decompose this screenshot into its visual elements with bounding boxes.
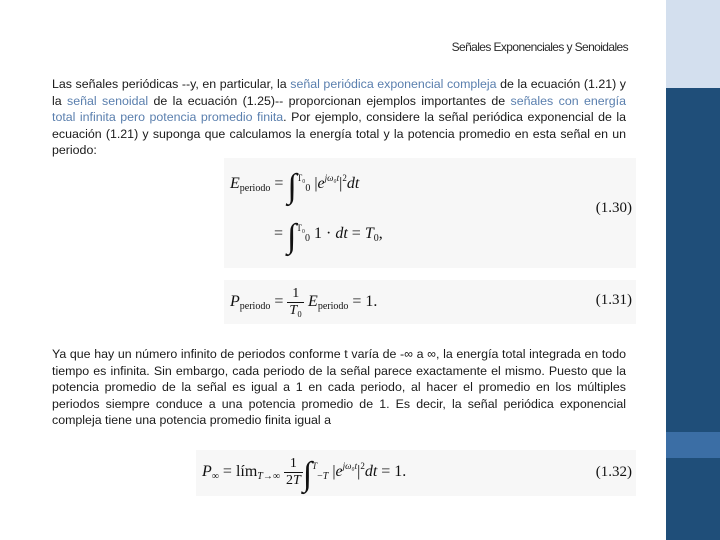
paragraph-intro	[52, 76, 626, 159]
equation-1-30-line-1: $E_{periodo} = \int^{T_0}_0$ $|e^{j\omega_0t}|^2dt$	[230, 168, 360, 205]
paragraph-intro-text-4: . Por ejemplo, considere la señal periódica exponencial de la ecuación (1.21) y suponga que calculamos la energía total y la potencia promedio en esta señal en un periodo:	[52, 110, 626, 158]
page-title: Señales Exponenciales y Senoidales	[451, 40, 628, 54]
paragraph-intro-text-2: de la ecuación (1.21) y la	[52, 77, 626, 108]
right-sidebar	[666, 0, 720, 540]
highlight-sinusoidal: señal senoidal	[67, 93, 149, 108]
equation-1-32-body: $P_\infty$ = lím$_{T\to\infty}$ $\frac{1}{2T}$ ∫$^T_{-T}$ $|e^{j\omega_0t}|^2dt = 1$.	[202, 456, 407, 494]
paragraph-conclusion: Ya que hay un número infinito de periodos conforme t varía de -∞ a ∞, la energía total integrada en todo tiempo es infinita. Sin embargo, cada periodo de la señal parece exactamente el mismo. Puesto que la potencia promedio de la señal es igual a 1 en cada periodo, al hacer el promedio en los múltiples periodos siempre conduce a una potencia promedio de 1. Es decir, la señal periódica exponencial compleja tiene una potencia promedio finita igual a	[52, 347, 626, 428]
equation-1-30	[224, 158, 636, 268]
equation-1-30-line-2: = ∫$^{T_0}_0$ 1 · dt = $T_0$,	[230, 218, 383, 255]
paragraph-intro-text-3: de la ecuación (1.25)-- proporcionan ejemplos importantes de	[148, 93, 511, 108]
highlight-complex-exponential: señal periódica exponencial compleja	[290, 77, 497, 91]
highlight-infinite-energy: señales con energía total infinita pero potencia promedio finita	[52, 93, 626, 125]
equation-1-31-number: (1.31)	[595, 292, 632, 308]
equation-1-32	[196, 450, 636, 496]
sidebar-accent-top	[666, 0, 720, 88]
paragraph-intro-text-1: Las señales periódicas --y, en particular, la	[52, 77, 291, 91]
sidebar-accent-bottom	[666, 432, 720, 458]
equation-1-31	[224, 280, 636, 324]
equation-1-32-number: (1.32)	[595, 464, 632, 480]
equation-1-30-number: (1.30)	[595, 200, 632, 216]
equation-1-31-body: $P_{periodo}$ = $\frac{1}{\text{T₀}}$ $E_{periodo} = 1$.	[230, 286, 378, 318]
